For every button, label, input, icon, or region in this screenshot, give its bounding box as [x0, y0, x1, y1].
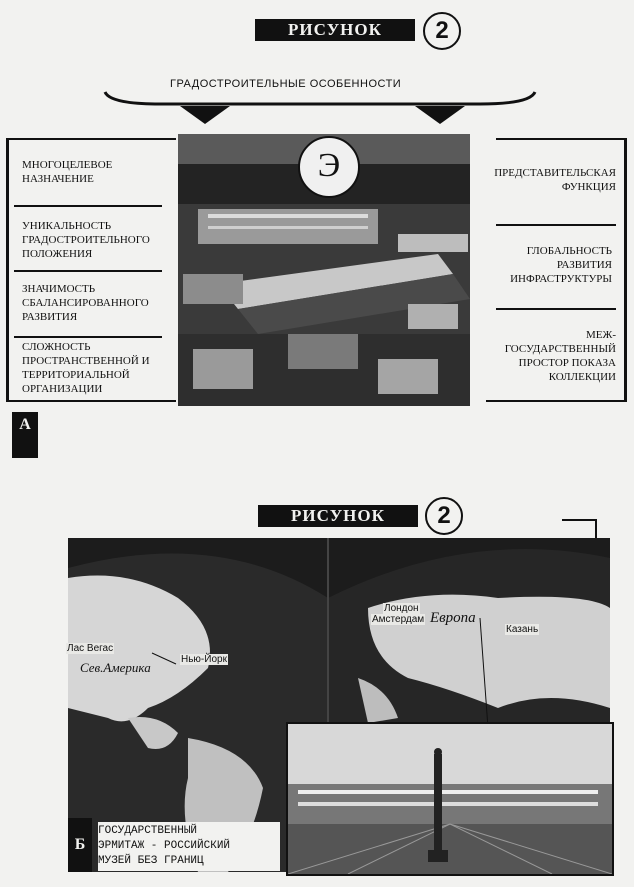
caption: [98, 822, 280, 871]
aerial-photo: [178, 134, 470, 406]
map-label-new-york: Нью-Йорк: [181, 654, 227, 665]
figure-number-bottom: 2: [425, 497, 463, 535]
right-rule-3: [496, 308, 616, 310]
map-label-amsterdam: Амстердам: [372, 614, 425, 625]
left-item-1: МНОГОЦЕЛЕВОЕ НАЗНАЧЕНИЕ: [22, 159, 113, 185]
palace-square-photo: [286, 722, 614, 876]
left-rule-3: [14, 270, 162, 272]
left-rule-2: [14, 205, 162, 207]
palace-square-art: [288, 724, 612, 874]
right-bracket: [624, 138, 627, 402]
hermitage-logo: Э: [298, 136, 360, 198]
right-item-2: ГЛОБАЛЬНОСТЬ РАЗВИТИЯ ИНФРАСТРУКТУРЫ: [510, 245, 612, 285]
figure-number-top: 2: [423, 12, 461, 50]
section-letter-a: А: [12, 412, 38, 458]
left-rule-5: [6, 400, 176, 402]
caption-line-1: ГОСУДАРСТВЕННЫЙ: [98, 825, 198, 837]
caption-line-3: МУЗЕЙ БЕЗ ГРАНИЦ: [98, 855, 204, 867]
bracket-arrows: [100, 88, 540, 128]
right-rule-2: [496, 224, 616, 226]
caption-line-2: ЭРМИТАЖ - РОССИЙСКИЙ: [98, 840, 231, 852]
left-item-3: ЗНАЧИМОСТЬ СБАЛАНСИРОВАННОГО РАЗВИТИЯ: [22, 283, 149, 323]
right-rule-1: [496, 138, 627, 140]
left-item-2: УНИКАЛЬНОСТЬ ГРАДОСТРОИТЕЛЬНОГО ПОЛОЖЕНИЯ: [22, 220, 150, 260]
map-label-london: Лондон: [384, 603, 419, 614]
right-item-1: ПРЕДСТАВИТЕЛЬСКАЯ ФУНКЦИЯ: [494, 167, 616, 193]
right-item-3: МЕЖ-ГОСУДАРСТВЕННЫЙ ПРОСТОР ПОКАЗА КОЛЛЕКЦИИ: [504, 329, 616, 383]
figure-header-top: РИСУНОК: [255, 19, 415, 41]
map-label-europe: Европа: [430, 610, 476, 626]
map-label-north-america: Сев.Америка: [80, 660, 151, 675]
section-letter-b: Б: [68, 818, 92, 872]
left-rule-4: [14, 336, 162, 338]
left-rule-1: [6, 138, 176, 140]
left-item-4: СЛОЖНОСТЬ ПРОСТРАНСТВЕННОЙ И ТЕРРИТОРИАЛЬНОЙ ОРГАНИЗАЦИИ: [22, 341, 150, 395]
section-subtitle: ГРАДОСТРОИТЕЛЬНЫЕ ОСОБЕННОСТИ: [170, 78, 402, 90]
figure-header-bottom: РИСУНОК: [258, 505, 418, 527]
map-label-las-vegas: Лас Вегас: [67, 643, 114, 654]
map-label-kazan: Казань: [506, 624, 539, 635]
left-bracket: [6, 138, 9, 402]
right-rule-4: [486, 400, 627, 402]
